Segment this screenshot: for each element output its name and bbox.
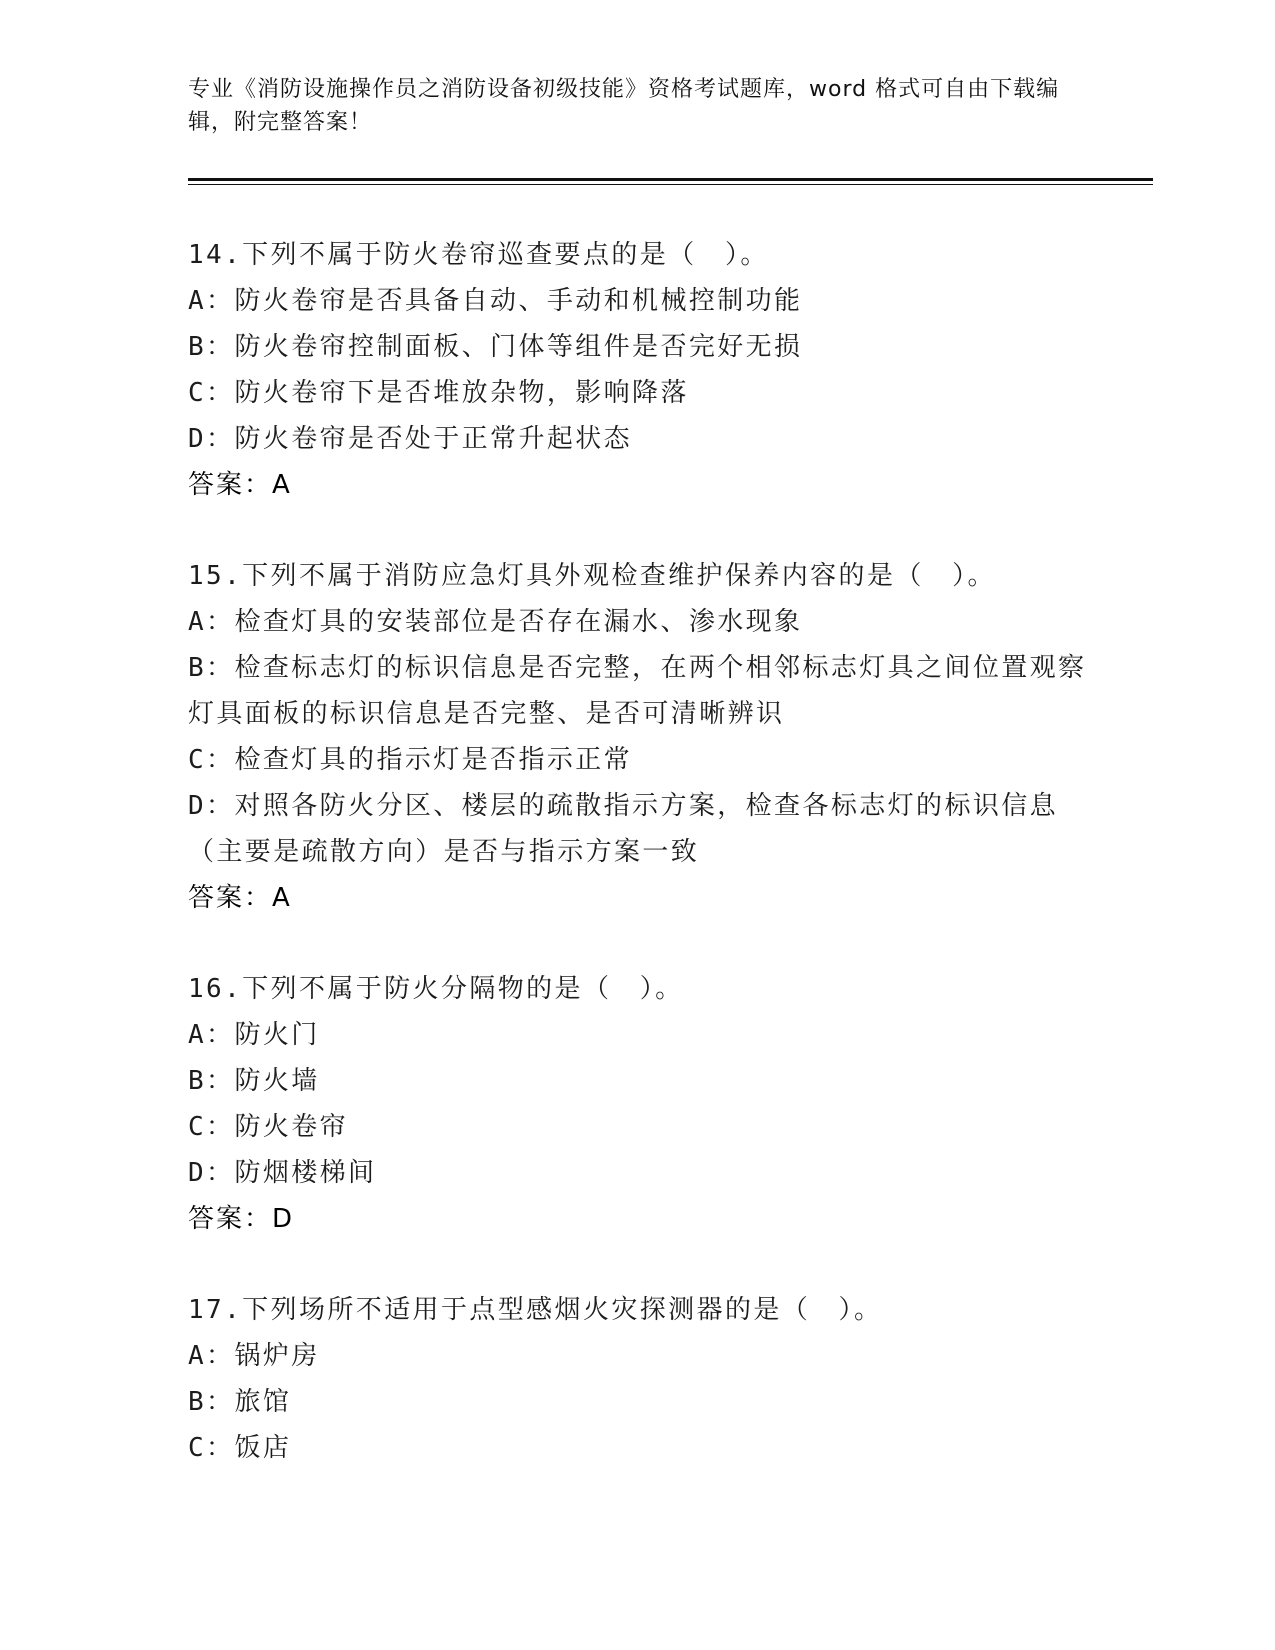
option-b: B：检查标志灯的标识信息是否完整，在两个相邻标志灯具之间位置观察灯具面板的标识信息是否完整、是否可清晰辨识	[188, 653, 1087, 729]
option-c: C：防火卷帘	[188, 1112, 349, 1142]
question-list	[188, 232, 1088, 1516]
option-c: C：检查灯具的指示灯是否指示正常	[188, 745, 633, 775]
answer-line	[188, 462, 1088, 508]
option-a: A：锅炉房	[188, 1341, 320, 1371]
header-rule-thin	[188, 184, 1153, 185]
answer-value: A	[272, 883, 290, 913]
document-header: 专业《消防设施操作员之消防设备初级技能》资格考试题库，word 格式可自由下载编辑，附完整答案！	[188, 77, 1060, 135]
option-b: B：防火卷帘控制面板、门体等组件是否完好无损	[188, 332, 803, 362]
answer-label: 答案：	[188, 1204, 273, 1234]
answer-value: A	[272, 470, 290, 500]
answer-line	[188, 1196, 1088, 1242]
option-b: B：旅馆	[188, 1387, 292, 1417]
answer-value: D	[272, 1204, 293, 1234]
option-a: A：防火卷帘是否具备自动、手动和机械控制功能	[188, 286, 803, 316]
option-d: D：防火卷帘是否处于正常升起状态	[188, 424, 633, 454]
question-16	[188, 966, 1088, 1242]
answer-label: 答案：	[188, 883, 273, 913]
question-15	[188, 553, 1088, 921]
question-stem: 15.下列不属于消防应急灯具外观检查维护保养内容的是（ ）。	[188, 561, 996, 591]
question-stem: 14.下列不属于防火卷帘巡查要点的是（ ）。	[188, 240, 769, 270]
option-c: C：防火卷帘下是否堆放杂物，影响降落	[188, 378, 689, 408]
question-stem: 16.下列不属于防火分隔物的是（ ）。	[188, 974, 684, 1004]
option-b: B：防火墙	[188, 1066, 320, 1096]
header-rule-thick	[188, 178, 1153, 181]
option-d: D：对照各防火分区、楼层的疏散指示方案，检查各标志灯的标识信息（主要是疏散方向）是否与指示方案一致	[188, 791, 1059, 867]
option-a: A：防火门	[188, 1020, 320, 1050]
option-d: D：防烟楼梯间	[188, 1158, 377, 1188]
option-a: A：检查灯具的安装部位是否存在漏水、渗水现象	[188, 607, 803, 637]
answer-line	[188, 875, 1088, 921]
answer-label: 答案：	[188, 470, 273, 500]
option-c: C：饭店	[188, 1433, 292, 1463]
question-17	[188, 1287, 1088, 1471]
question-stem: 17.下列场所不适用于点型感烟火灾探测器的是（ ）。	[188, 1295, 883, 1325]
question-14	[188, 232, 1088, 508]
